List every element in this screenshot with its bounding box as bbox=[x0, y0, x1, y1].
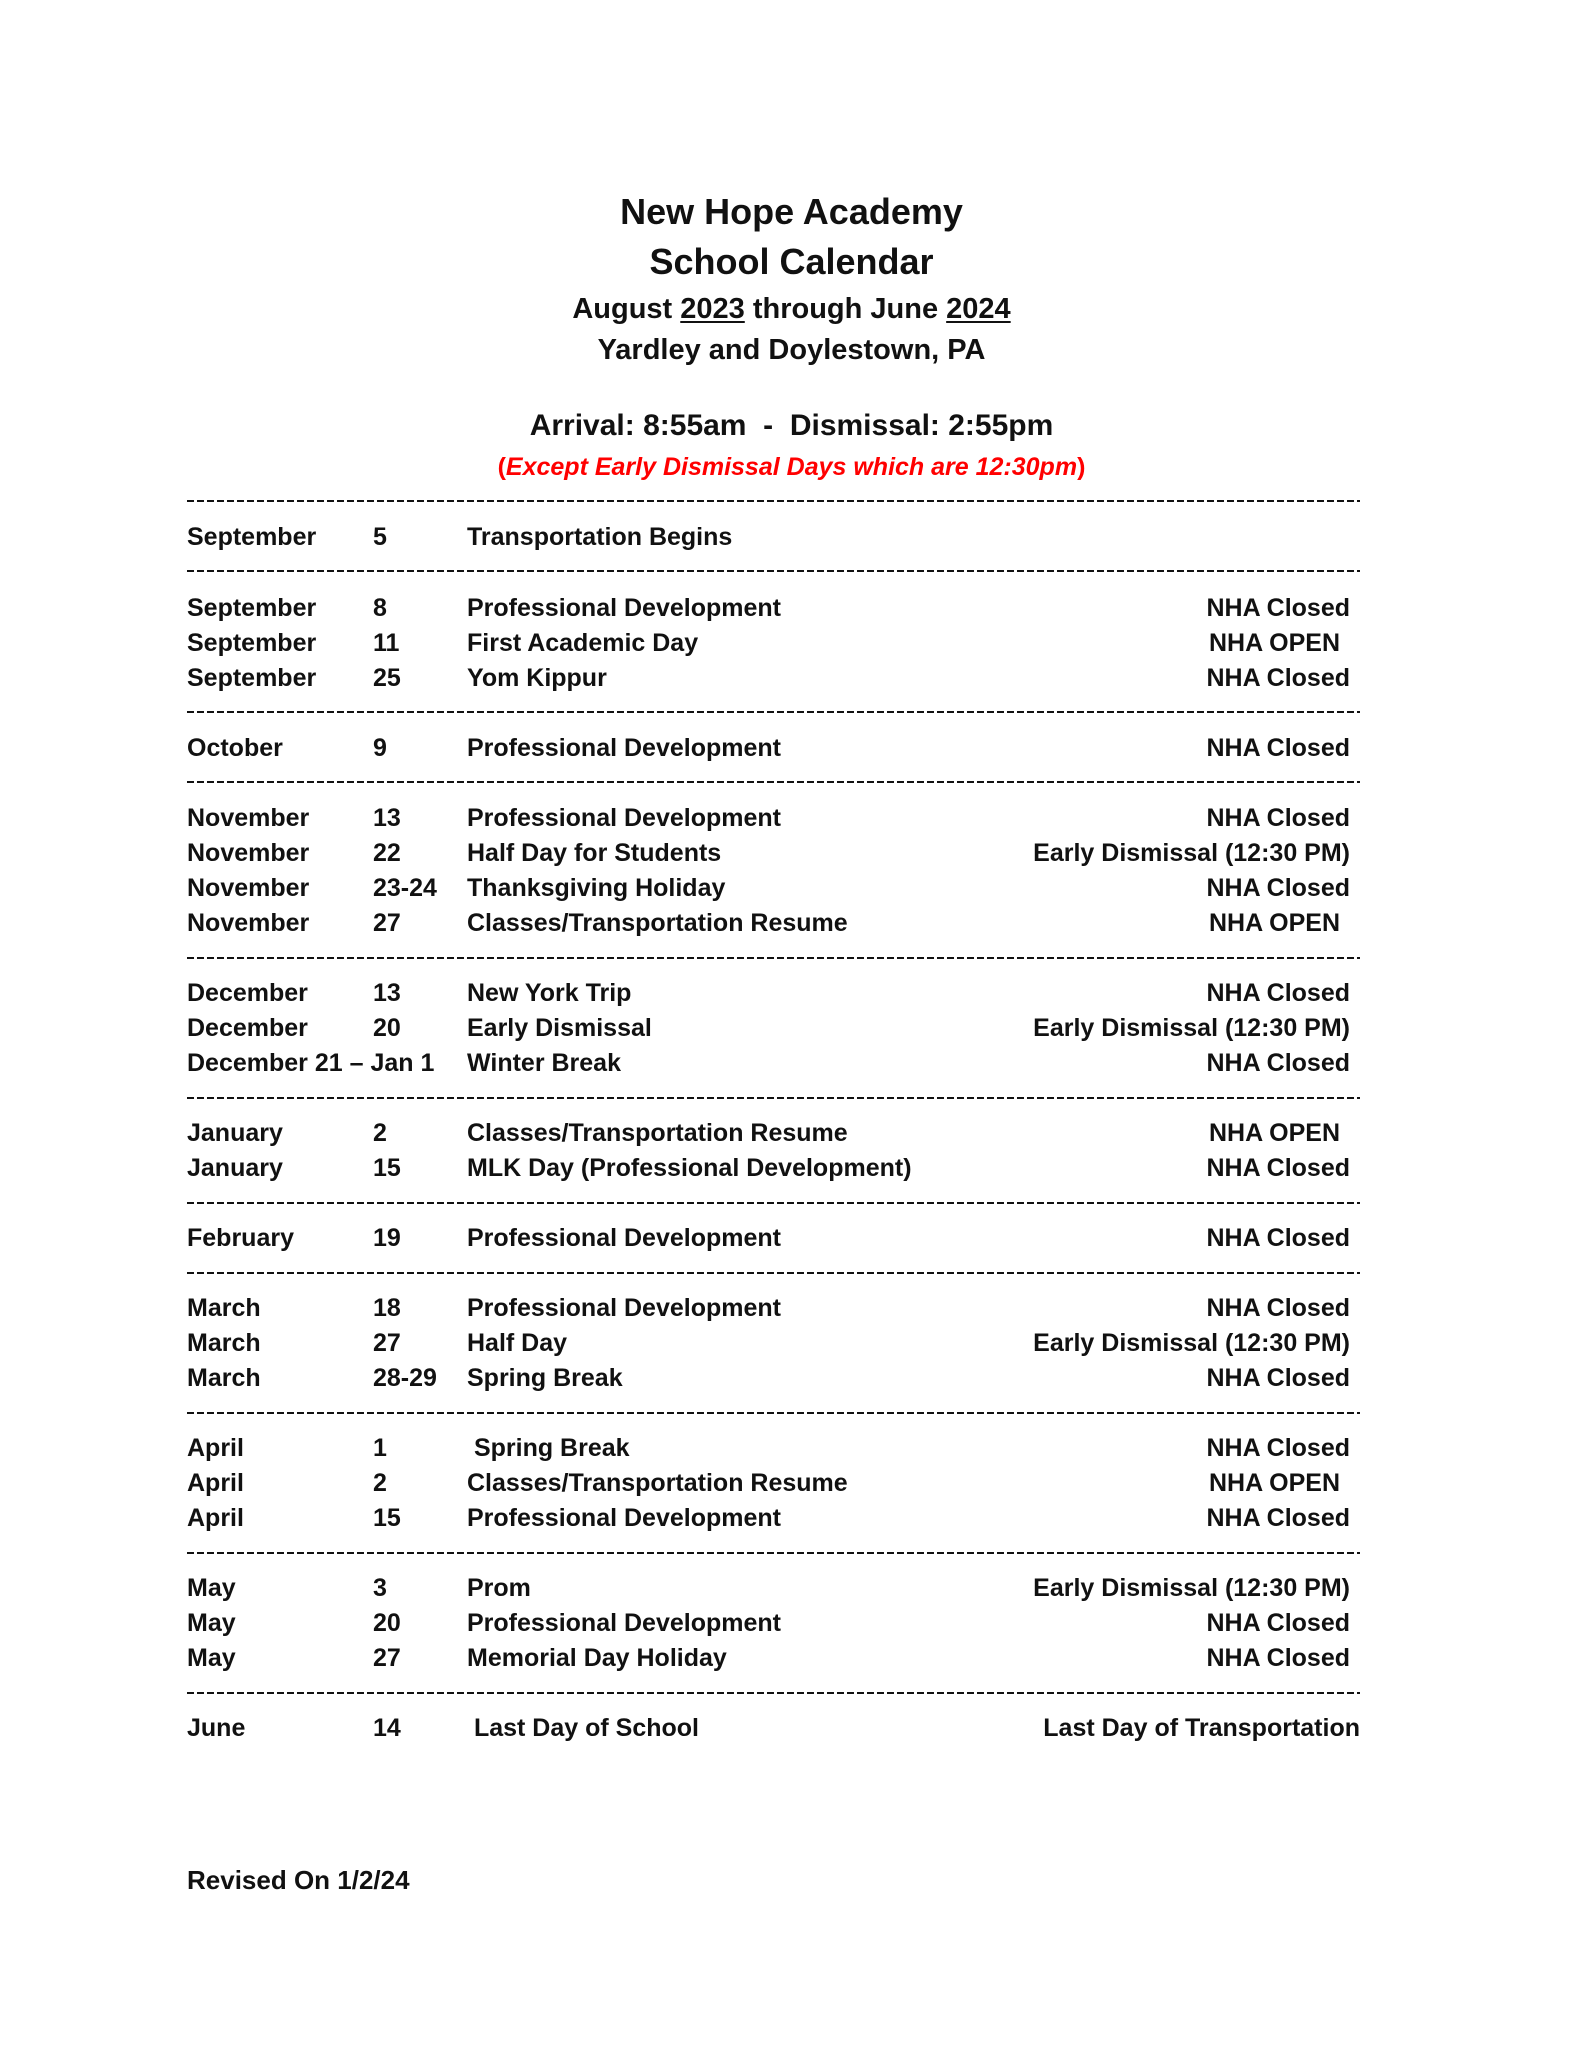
month: April bbox=[187, 1504, 244, 1532]
month: September bbox=[187, 523, 317, 551]
month: April bbox=[187, 1469, 244, 1497]
event: First Academic Day bbox=[467, 629, 699, 657]
month: September bbox=[187, 629, 317, 657]
calendar-row bbox=[187, 1501, 1350, 1535]
event: Transportation Begins bbox=[467, 523, 733, 551]
calendar-row bbox=[187, 1431, 1350, 1465]
month: November bbox=[187, 909, 310, 937]
arrival-dismissal-times: Arrival: 8:55am - Dismissal: 2:55pm bbox=[529, 409, 1054, 442]
status: NHA OPEN bbox=[1208, 629, 1340, 657]
range-year-end: 2024 bbox=[946, 293, 1011, 325]
event: Last Day of School bbox=[467, 1714, 699, 1742]
month: December 21 – Jan 1 bbox=[187, 1049, 435, 1077]
day: 27 bbox=[373, 909, 401, 937]
school-name: New Hope Academy bbox=[620, 191, 963, 232]
month: June bbox=[187, 1714, 246, 1742]
range-prefix: August bbox=[572, 293, 681, 325]
event: Professional Development bbox=[467, 1224, 781, 1252]
day: 23-24 bbox=[373, 874, 437, 902]
month: May bbox=[187, 1609, 236, 1637]
calendar-row bbox=[187, 1571, 1350, 1605]
day: 13 bbox=[373, 979, 401, 1007]
calendar-row bbox=[187, 1326, 1350, 1360]
month: October bbox=[187, 734, 283, 762]
event: Professional Development bbox=[467, 594, 781, 622]
range-middle: through June bbox=[744, 293, 947, 325]
day: 20 bbox=[373, 1014, 401, 1042]
month: September bbox=[187, 594, 317, 622]
note-close-paren: ) bbox=[1077, 453, 1086, 481]
separator bbox=[187, 1412, 1360, 1414]
day: 3 bbox=[373, 1574, 387, 1602]
calendar-row bbox=[187, 1641, 1350, 1675]
calendar-row bbox=[187, 1711, 1360, 1745]
month: April bbox=[187, 1434, 244, 1462]
month: November bbox=[187, 839, 310, 867]
event: MLK Day (Professional Development) bbox=[467, 1154, 912, 1182]
status: NHA Closed bbox=[1206, 1609, 1350, 1637]
calendar-row bbox=[187, 1011, 1350, 1045]
range-year-start: 2023 bbox=[680, 293, 745, 325]
revised-date: Revised On 1/2/24 bbox=[187, 1865, 410, 1895]
month: February bbox=[187, 1224, 294, 1252]
day: 8 bbox=[373, 594, 387, 622]
day: 9 bbox=[373, 734, 387, 762]
event: Early Dismissal bbox=[467, 1014, 652, 1042]
month: January bbox=[187, 1154, 283, 1182]
day: 27 bbox=[373, 1644, 401, 1672]
month: November bbox=[187, 874, 310, 902]
status: Last Day of Transportation bbox=[1043, 1714, 1360, 1742]
event: Classes/Transportation Resume bbox=[467, 1469, 848, 1497]
separator bbox=[187, 1097, 1360, 1099]
calendar-row bbox=[187, 520, 1350, 554]
event: Classes/Transportation Resume bbox=[467, 1119, 848, 1147]
calendar-row bbox=[187, 1221, 1350, 1255]
status: Early Dismissal (12:30 PM) bbox=[1033, 1014, 1350, 1042]
calendar-row bbox=[187, 1116, 1350, 1150]
status: NHA Closed bbox=[1206, 1434, 1350, 1462]
calendar-row bbox=[187, 1466, 1350, 1500]
month: March bbox=[187, 1294, 261, 1322]
calendar-row bbox=[187, 871, 1350, 905]
event: Winter Break bbox=[467, 1049, 621, 1077]
calendar-row bbox=[187, 1151, 1350, 1185]
event: Classes/Transportation Resume bbox=[467, 909, 848, 937]
calendar-row bbox=[187, 801, 1350, 835]
day: 14 bbox=[373, 1714, 401, 1742]
separator bbox=[187, 1202, 1360, 1204]
event: Half Day bbox=[467, 1329, 568, 1357]
status: NHA Closed bbox=[1206, 734, 1350, 762]
calendar-row bbox=[187, 661, 1350, 695]
month: December bbox=[187, 979, 308, 1007]
calendar-row bbox=[187, 1606, 1350, 1640]
early-dismissal-note bbox=[0, 450, 1583, 484]
event: Professional Development bbox=[467, 1609, 781, 1637]
status: NHA OPEN bbox=[1208, 1119, 1340, 1147]
note-open-paren: ( bbox=[497, 453, 506, 481]
status: NHA Closed bbox=[1206, 874, 1350, 902]
separator bbox=[187, 500, 1360, 502]
status: NHA Closed bbox=[1206, 1504, 1350, 1532]
event: Professional Development bbox=[467, 804, 781, 832]
status: NHA Closed bbox=[1206, 664, 1350, 692]
month: March bbox=[187, 1329, 261, 1357]
month: November bbox=[187, 804, 310, 832]
calendar-row bbox=[187, 1046, 1350, 1080]
calendar-row bbox=[187, 836, 1350, 870]
status: NHA Closed bbox=[1206, 1049, 1350, 1077]
month: December bbox=[187, 1014, 308, 1042]
day: 13 bbox=[373, 804, 401, 832]
document-title: School Calendar bbox=[649, 241, 934, 282]
day: 20 bbox=[373, 1609, 401, 1637]
day: 2 bbox=[373, 1469, 387, 1497]
day: 1 bbox=[373, 1434, 387, 1462]
separator bbox=[187, 1692, 1360, 1694]
status: Early Dismissal (12:30 PM) bbox=[1033, 1329, 1350, 1357]
day: 27 bbox=[373, 1329, 401, 1357]
day: 15 bbox=[373, 1504, 401, 1532]
calendar-row bbox=[187, 626, 1350, 660]
month: May bbox=[187, 1574, 236, 1602]
day: 18 bbox=[373, 1294, 401, 1322]
separator bbox=[187, 781, 1360, 783]
calendar-row bbox=[187, 591, 1350, 625]
month: March bbox=[187, 1364, 261, 1392]
separator bbox=[187, 570, 1360, 572]
day: 5 bbox=[373, 523, 387, 551]
status: NHA OPEN bbox=[1208, 1469, 1340, 1497]
date-range bbox=[0, 290, 1583, 328]
month: January bbox=[187, 1119, 283, 1147]
calendar-row bbox=[187, 1361, 1350, 1395]
event: Professional Development bbox=[467, 1504, 781, 1532]
day: 15 bbox=[373, 1154, 401, 1182]
status: NHA Closed bbox=[1206, 1154, 1350, 1182]
day: 2 bbox=[373, 1119, 387, 1147]
separator bbox=[187, 711, 1360, 713]
status: NHA OPEN bbox=[1208, 909, 1340, 937]
separator bbox=[187, 1552, 1360, 1554]
separator bbox=[187, 957, 1360, 959]
month: September bbox=[187, 664, 317, 692]
event: New York Trip bbox=[467, 979, 632, 1007]
status: NHA Closed bbox=[1206, 1224, 1350, 1252]
status: NHA Closed bbox=[1206, 594, 1350, 622]
status: NHA Closed bbox=[1206, 979, 1350, 1007]
status: NHA Closed bbox=[1206, 1364, 1350, 1392]
event: Prom bbox=[467, 1574, 531, 1602]
day: 19 bbox=[373, 1224, 401, 1252]
event: Spring Break bbox=[467, 1364, 623, 1392]
day: 11 bbox=[373, 629, 400, 657]
event: Thanksgiving Holiday bbox=[467, 874, 726, 902]
calendar-row bbox=[187, 976, 1350, 1010]
day: 25 bbox=[373, 664, 401, 692]
event: Half Day for Students bbox=[467, 839, 722, 867]
calendar-row bbox=[187, 1291, 1350, 1325]
status: NHA Closed bbox=[1206, 1294, 1350, 1322]
status: Early Dismissal (12:30 PM) bbox=[1033, 1574, 1350, 1602]
calendar-row bbox=[187, 906, 1350, 940]
event: Professional Development bbox=[467, 1294, 781, 1322]
day: 22 bbox=[373, 839, 401, 867]
location: Yardley and Doylestown, PA bbox=[597, 334, 986, 366]
event: Memorial Day Holiday bbox=[467, 1644, 727, 1672]
day: 28-29 bbox=[373, 1364, 437, 1392]
calendar-row bbox=[187, 731, 1350, 765]
status: NHA Closed bbox=[1206, 804, 1350, 832]
status: Early Dismissal (12:30 PM) bbox=[1033, 839, 1350, 867]
status: NHA Closed bbox=[1206, 1644, 1350, 1672]
event: Professional Development bbox=[467, 734, 781, 762]
month: May bbox=[187, 1644, 236, 1672]
event: Yom Kippur bbox=[467, 664, 607, 692]
separator bbox=[187, 1272, 1360, 1274]
event: Spring Break bbox=[467, 1434, 630, 1462]
note-text: Except Early Dismissal Days which are 12:30pm bbox=[505, 453, 1078, 481]
